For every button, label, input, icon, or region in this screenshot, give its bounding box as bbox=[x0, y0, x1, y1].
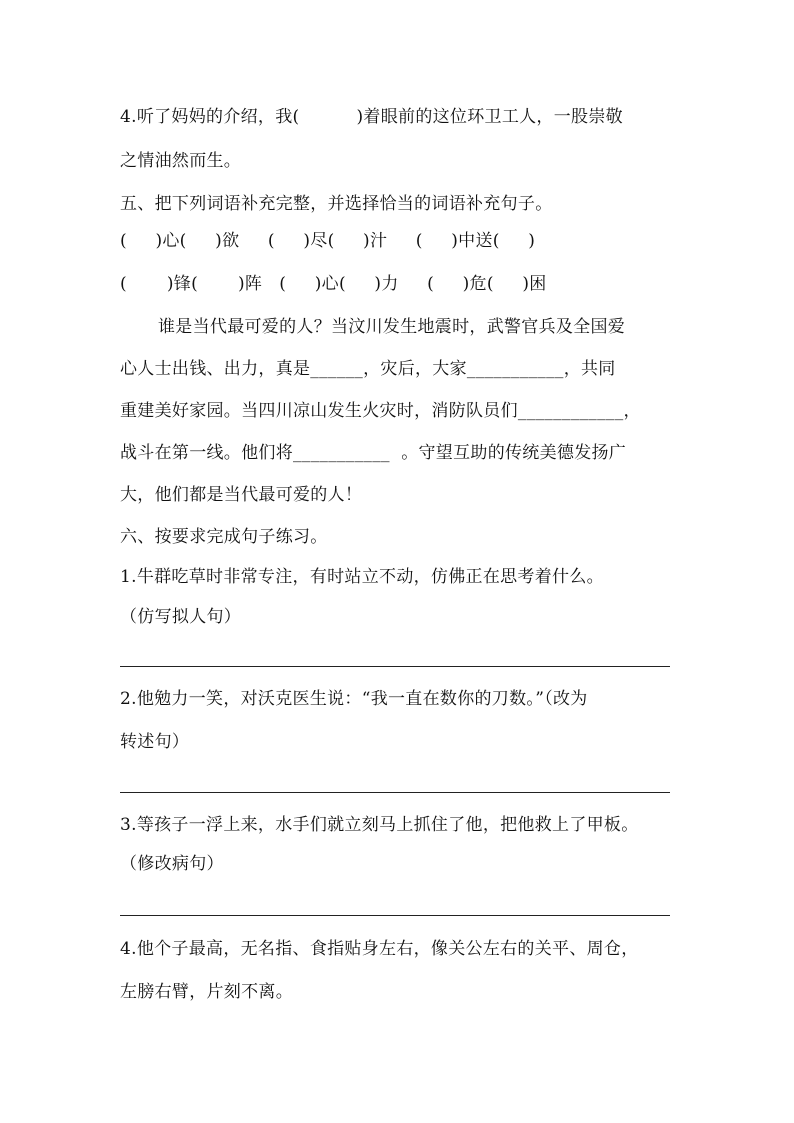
s6-question-1-line-2: （仿写拟人句） bbox=[120, 607, 242, 627]
s6-question-2-line-2: 转述句） bbox=[120, 732, 190, 752]
s6-question-2-line-1: 2.他勉力一笑，对沃克医生说：“我一直在数你的刀数。”（改为 bbox=[120, 689, 588, 709]
question-4-line-2: 之情油然而生。 bbox=[120, 151, 242, 171]
passage-line-1: 谁是当代最可爱的人？当汶川发生地震时，武警官兵及全国爱 bbox=[158, 317, 626, 337]
s6-question-3-line-1: 3.等孩子一浮上来，水手们就立刻马上抓住了他，把他救上了甲板。 bbox=[120, 815, 639, 835]
s6-question-4-line-2: 左膀右臂，片刻不离。 bbox=[120, 982, 293, 1002]
section-5-title: 五、把下列词语补充完整，并选择恰当的词语补充句子。 bbox=[120, 194, 553, 214]
passage-line-3[interactable]: 重建美好家园。当四川凉山发生火灾时，消防队员们____________， bbox=[120, 401, 641, 421]
s6-question-3-line-2: （修改病句） bbox=[120, 854, 224, 874]
answer-line-2[interactable] bbox=[120, 792, 670, 793]
passage-line-5: 大，他们都是当代最可爱的人！ bbox=[120, 485, 363, 505]
idiom-fill-row-2[interactable]: ( )锋( )阵 ( )心( )力 ( )危( )困 bbox=[120, 274, 547, 294]
passage-line-2[interactable]: 心人士出钱、出力，真是______，灾后，大家___________，共同 bbox=[120, 359, 616, 379]
answer-line-1[interactable] bbox=[120, 666, 670, 667]
passage-line-4[interactable]: 战斗在第一线。他们将___________ 。守望互助的传统美德发扬广 bbox=[120, 443, 627, 463]
idiom-fill-row-1[interactable]: ( )心( )欲 ( )尽( )汁 ( )中送( ) bbox=[120, 231, 536, 251]
s6-question-4-line-1: 4.他个子最高，无名指、食指贴身左右，像关公左右的关平、周仓， bbox=[120, 939, 639, 959]
question-4-line-1: 4.听了妈妈的介绍，我( )着眼前的这位环卫工人，一股崇敬 bbox=[120, 107, 623, 127]
section-6-title: 六、按要求完成句子练习。 bbox=[120, 527, 328, 547]
answer-line-3[interactable] bbox=[120, 915, 670, 916]
s6-question-1-line-1: 1.牛群吃草时非常专注，有时站立不动，仿佛正在思考着什么。 bbox=[120, 567, 604, 587]
